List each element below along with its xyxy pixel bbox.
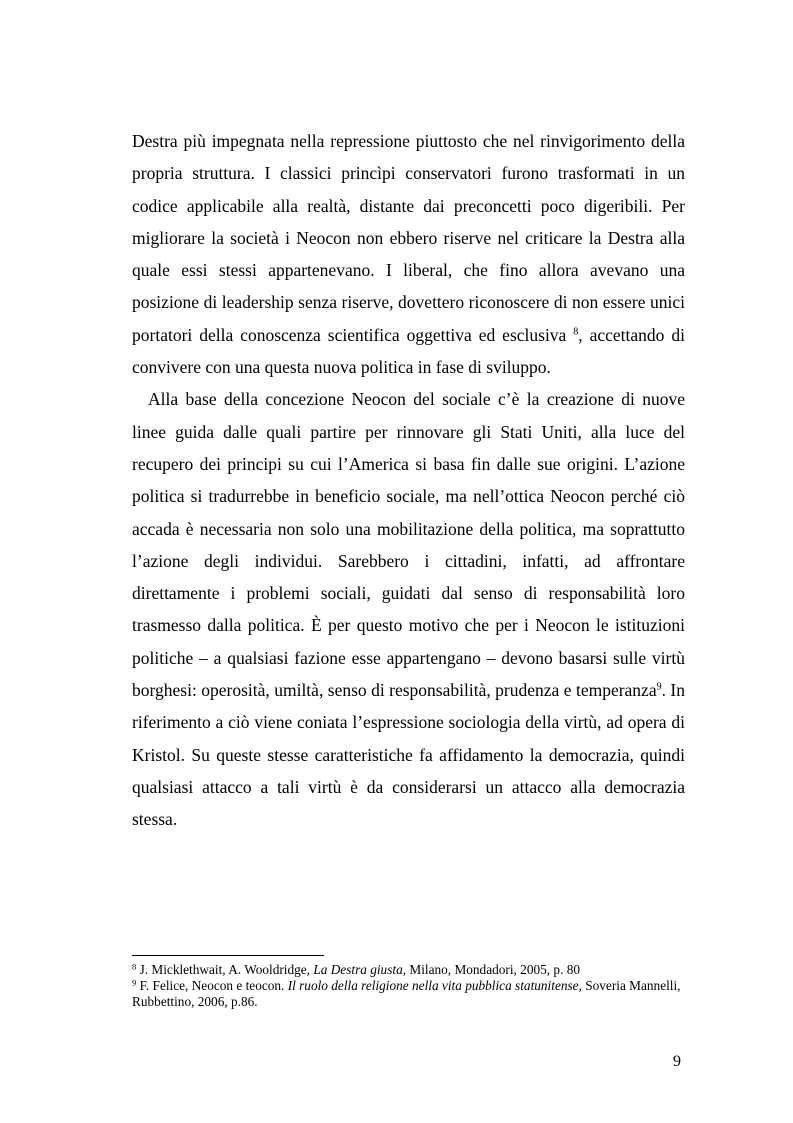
- footnote-reference: 8: [573, 326, 579, 338]
- footnote: [132, 978, 685, 1010]
- page-number: 9: [673, 1053, 681, 1070]
- footnote-text: F. Felice, Neocon e teocon.: [136, 978, 288, 994]
- footnote-text: , Milano, Mondadori, 2005, p. 80: [402, 962, 581, 977]
- paragraph: [132, 125, 685, 383]
- paragraph-text: Destra più impegnata nella repressione piuttosto che nel rinvigorimento della propria struttura. I classici princìpi conservatori furono trasformati in un codice applicabile alla realtà, distante dai preconcetti poco digeribili. Per migliorare la società i Neocon non ebbero riserve nel criticare la Destra alla quale essi stessi appartenevano. I liberal, che fino allora avevano una posizione di leadership senza riserve, dovettero riconoscere di non essere unici portatori della conoscenza scientifica oggettiva ed esclusiva: [132, 131, 685, 345]
- body-text: [132, 125, 685, 836]
- footnotes: [132, 962, 685, 1011]
- footnote-number: 9: [132, 977, 137, 988]
- footnote-title: Il ruolo della religione nella vita pubblica statunitense: [287, 978, 579, 994]
- footnote-text: , Soveria Mannelli, Rubbettino, 2006, p.86.: [132, 978, 681, 1010]
- footnote-text: J. Micklethwait, A. Wooldridge,: [136, 962, 314, 977]
- footnote-number: 8: [132, 961, 137, 972]
- paragraph-text: . In riferimento a ciò viene coniata l’espressione sociologia della virtù, ad opera di Kristol. Su queste stesse caratteristiche fa affidamento la democrazia, quindi qualsiasi attacco a tali virtù è da considerarsi un attacco alla democrazia stessa.: [132, 680, 685, 830]
- footnote-separator: [132, 955, 324, 956]
- footnote: [132, 962, 685, 978]
- paragraph: [132, 383, 685, 835]
- paragraph-text: , accettando di convivere con una questa nuova politica in fase di sviluppo.: [132, 324, 685, 378]
- paragraph-text: Alla base della concezione Neocon del sociale c’è la creazione di nuove linee guida dalle quali partire per rinnovare gli Stati Uniti, alla luce del recupero dei principi su cui l’America si basa fin dalle sue origini. L’azione politica si tradurrebbe in beneficio sociale, ma nell’ottica Neocon perché ciò accada è necessaria non solo una mobilitazione della politica, ma soprattutto l’azione degli individui. Sarebbero i cittadini, infatti, ad affrontare direttamente i problemi sociali, guidati dal senso di responsabilità loro trasmesso dalla politica. È per questo motivo che per i Neocon le istituzioni politiche – a qualsiasi fazione esse appartengano – devono basarsi sulle virtù borghesi: operosità, umiltà, senso di responsabilità, prudenza e temperanza: [132, 389, 685, 701]
- footnote-reference: 9: [656, 681, 662, 693]
- footnote-title: La Destra giusta: [313, 962, 403, 977]
